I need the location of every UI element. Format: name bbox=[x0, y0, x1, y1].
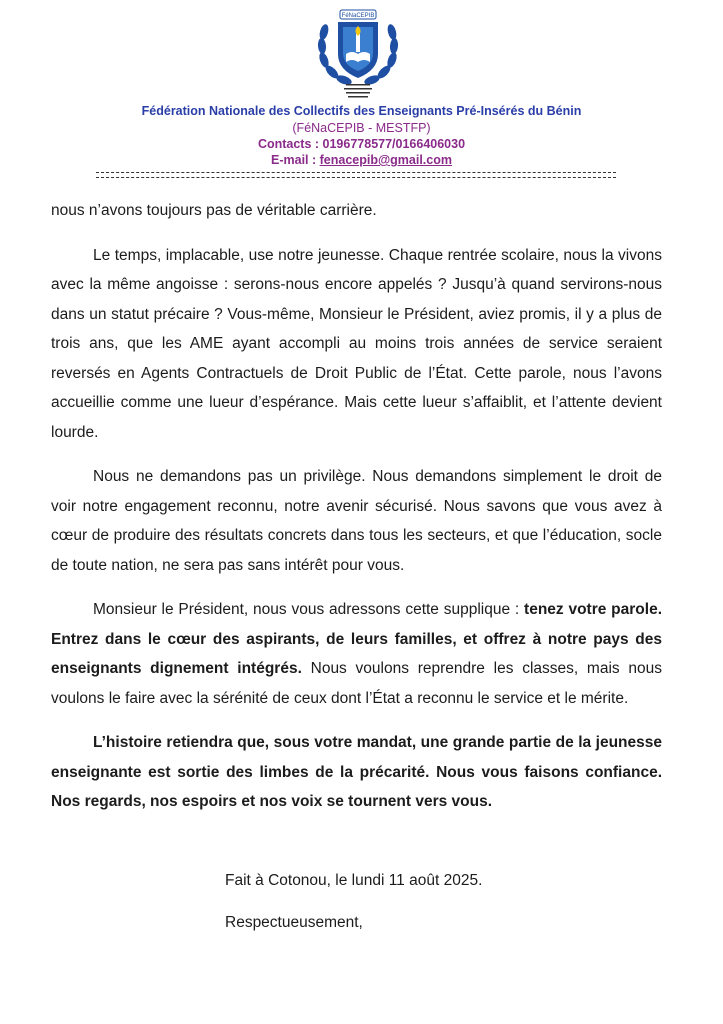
letter-body bbox=[51, 196, 662, 817]
header-divider bbox=[96, 177, 616, 178]
email-link[interactable]: fenacepib@gmail.com bbox=[319, 153, 452, 167]
svg-text:FéNaCEPIB: FéNaCEPIB bbox=[341, 13, 375, 19]
email-line bbox=[0, 153, 723, 167]
paragraph-continued: nous n’avons toujours pas de véritable carrière. bbox=[51, 202, 377, 219]
paragraph: Le temps, implacable, use notre jeunesse. Chaque rentrée scolaire, nous la vivons avec la même angoisse : serons-nous encore appelés ? Jusqu’à quand servirons-nous dans un statut précaire ? Vous-même, Monsieur le Président, aviez promis, il y a plus de trois ans, que les AME ayant accompli au moins trois années de service seraient reversés en Agents Contractuels de Droit Public de l’État. Cette parole, nous l’avons accueillie comme une lueur d’espérance. Mais cette lueur s’affaiblit, et l’attente devient lourde. bbox=[51, 246, 662, 441]
paragraph-emphasis: tenez votre parole. Entrez dans le cœur des aspirants, de leurs familles, et offrez à notre pays des enseignants dignement intégrés. bbox=[51, 601, 662, 677]
federation-name: Fédération Nationale des Collectifs des Enseignants Pré-Insérés du Bénin bbox=[141, 104, 582, 118]
paragraph-text: Monsieur le Président, nous vous adressons cette supplique : bbox=[93, 601, 525, 618]
federation-abbreviation: (FéNaCEPIB - MESTFP) bbox=[292, 121, 431, 135]
closing-paragraph: L’histoire retiendra que, sous votre mandat, une grande partie de la jeunesse enseignante est sortie des limbes de la précarité. Nous vous faisons confiance. Nos regards, nos espoirs et nos voix se tournent vers vous. bbox=[51, 734, 662, 810]
federation-logo bbox=[310, 8, 406, 104]
place-date: Fait à Cotonou, le lundi 11 août 2025. bbox=[225, 872, 483, 889]
paragraph: Nous ne demandons pas un privilège. Nous demandons simplement le droit de voir notre engagement reconnu, notre avenir sécurisé. Nous savons que vous avez à cœur de produire des résultats concrets dans tous les secteurs, et que l’éducation, socle de toute nation, ne sera pas sans intérêt pour vous. bbox=[51, 468, 662, 574]
paragraph-text: Nous voulons reprendre les classes, mais nous voulons le faire avec la sérénité de ceux dont l’État a reconnu le service et le mérite. bbox=[51, 660, 662, 707]
email-label: E-mail : bbox=[271, 153, 320, 167]
paragraph bbox=[51, 595, 662, 713]
salutation: Respectueusement, bbox=[225, 914, 363, 931]
contact-numbers: Contacts : 0196778577/0166406030 bbox=[257, 137, 466, 151]
header-divider bbox=[96, 172, 616, 173]
